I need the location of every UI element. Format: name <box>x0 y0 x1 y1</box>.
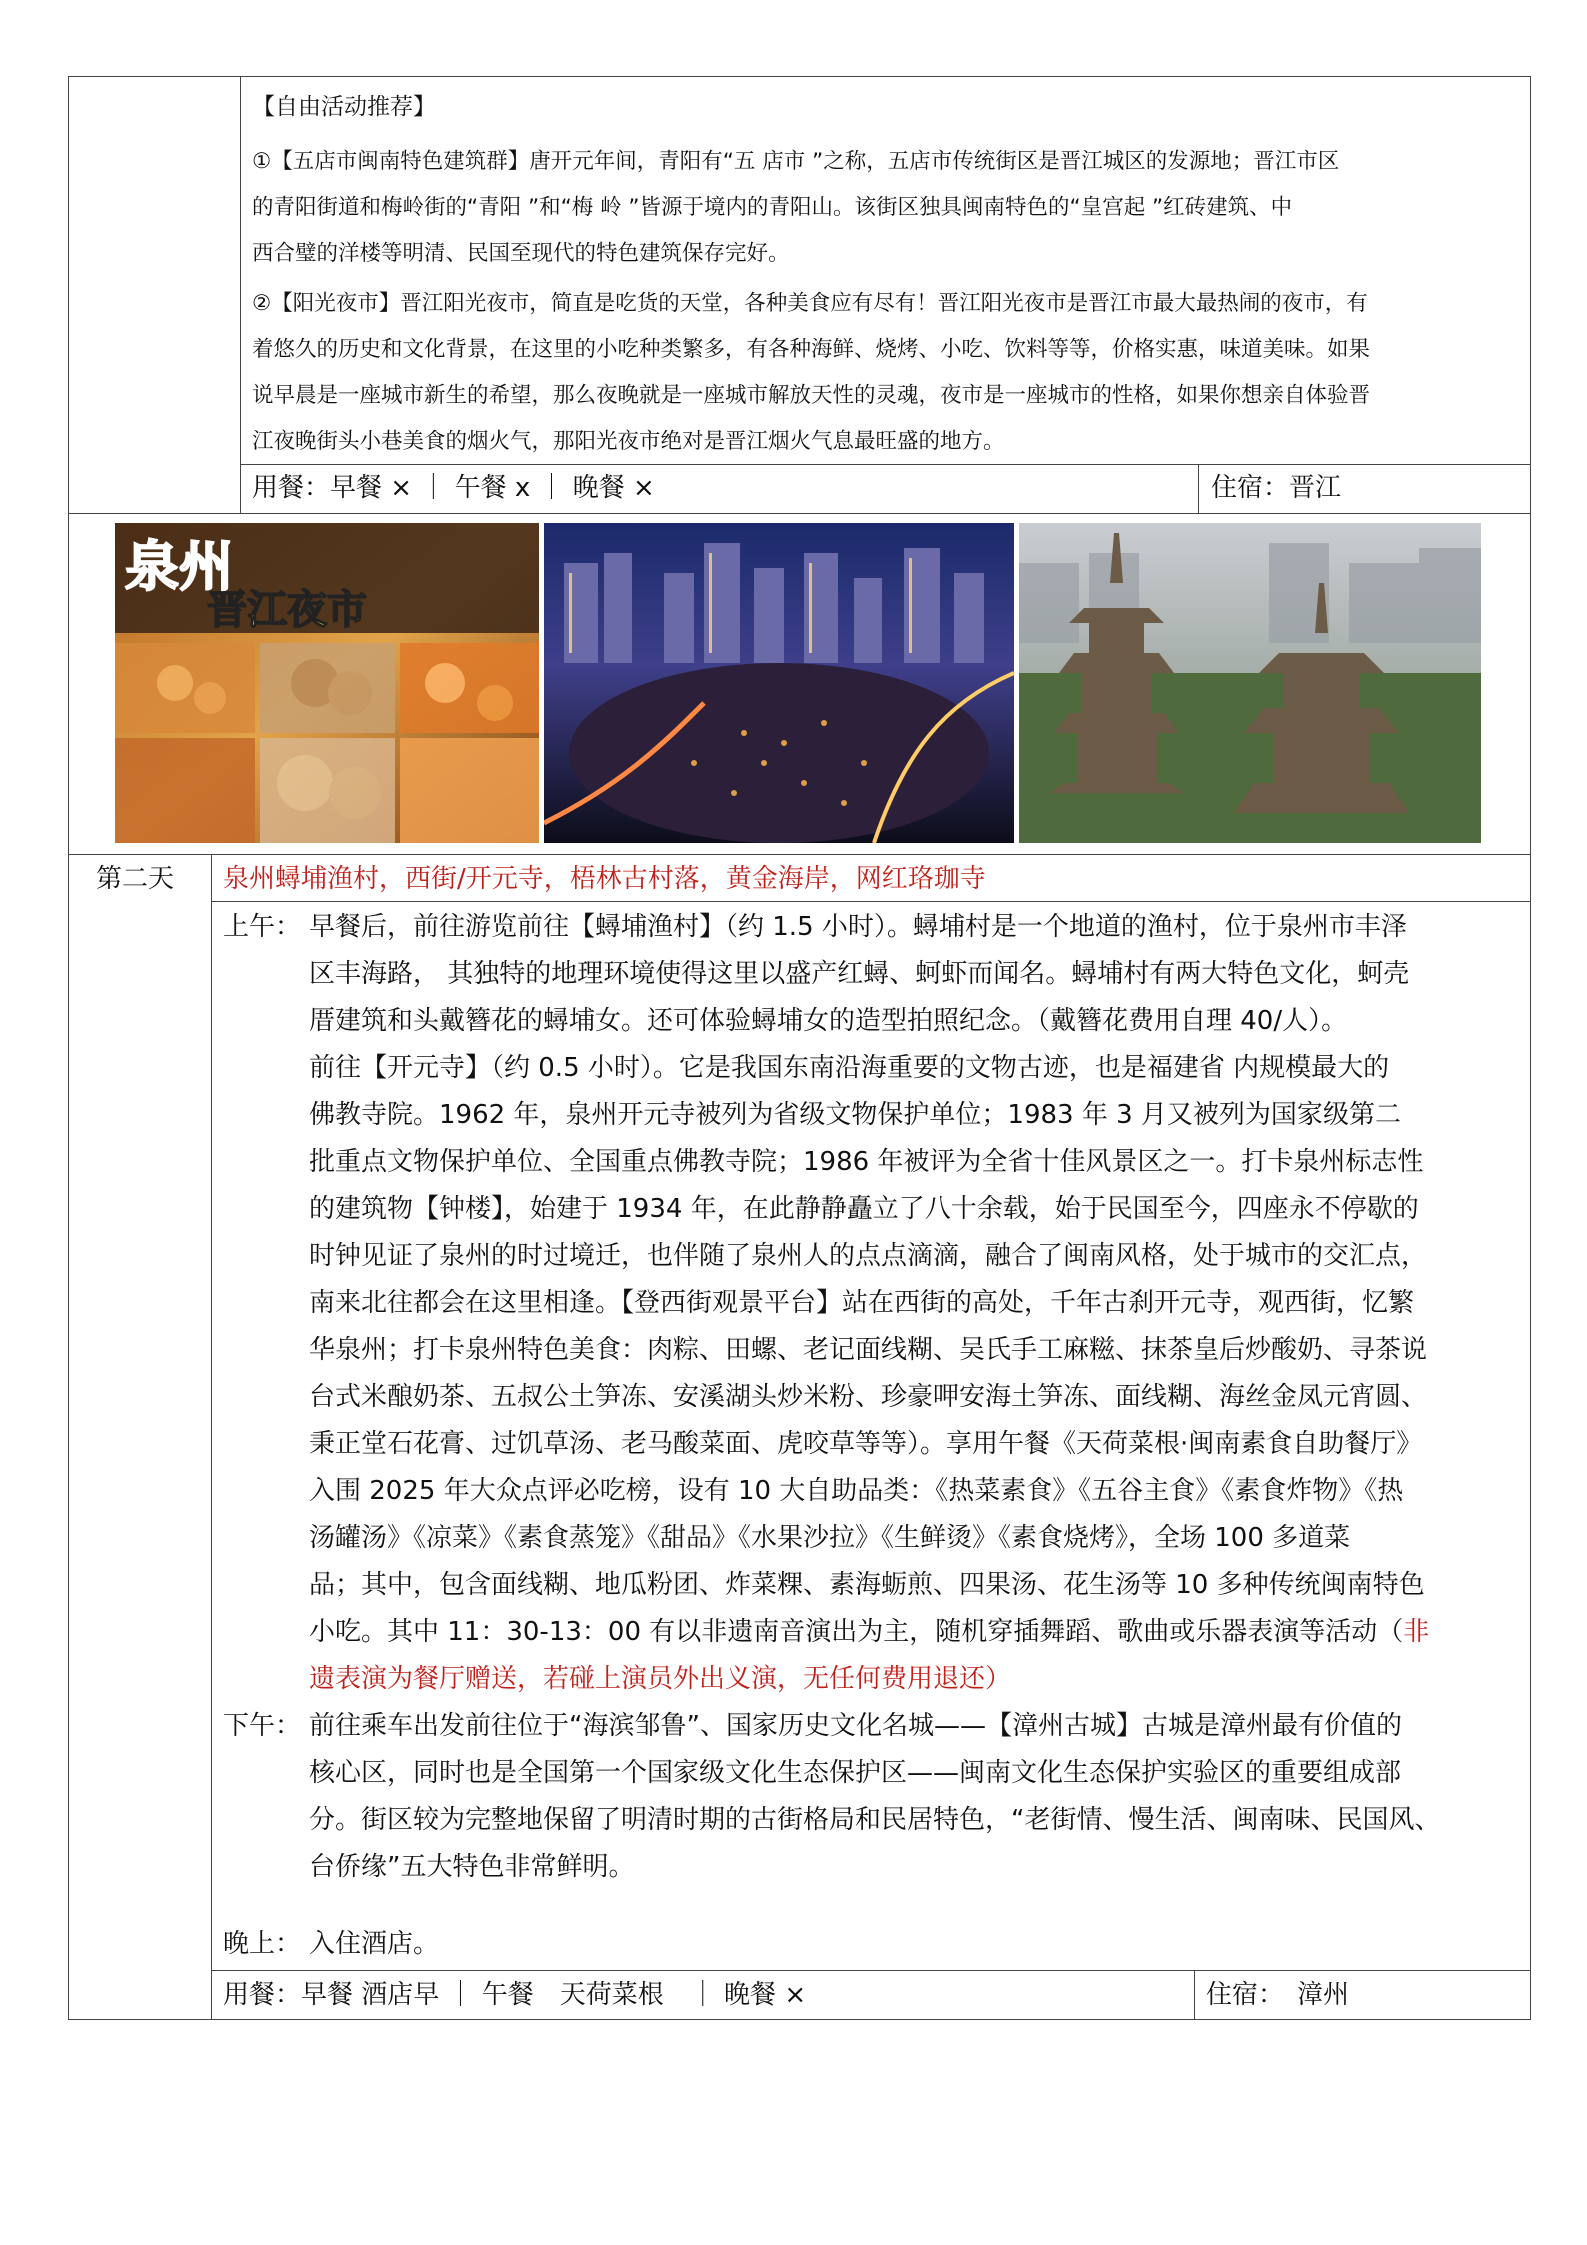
item2-line: 江夜晚街头小巷美食的烟火气，那阳光夜市绝对是晋江烟火气息最旺盛的地方。 <box>252 429 1005 454</box>
free-activity-title: 【自由活动推荐】 <box>252 94 436 120</box>
morning-line: 秉正堂石花膏、过饥草汤、老马酸菜面、虎咬草等等）。享用午餐《天荷菜根·闽南素食自助餐厅》 <box>309 1429 1423 1459</box>
day2-title: 泉州蟳埔渔村，西街/开元寺，梧林古村落，黄金海岸，网红珞珈寺 <box>223 864 986 894</box>
morning-line: 区丰海路， 其独特的地理环境使得这里以盛产红蟳、蚵虾而闻名。蟳埔村有两大特色文化，蚵壳 <box>309 959 1410 989</box>
evening-text: 入住酒店。 <box>309 1929 440 1959</box>
item1-line: 西合璧的洋楼等明清、民国至现代的特色建筑保存完好。 <box>252 241 790 266</box>
night-market-label1: 泉州 <box>125 535 233 598</box>
night-market-label2: 晋江夜市 <box>207 587 367 633</box>
performance-note-red-line: 遗表演为餐厅赠送，若碰上演员外出义演，无任何费用退还） <box>309 1664 1012 1694</box>
item1-line: 的青阳街道和梅岭街的“青阳 ”和“梅 岭 ”皆源于境内的青阳山。该街区独具闽南特色的“皇宫起 ”红砖建筑、中 <box>252 195 1293 220</box>
city-night-photo <box>544 523 1014 843</box>
pagoda-photo <box>1019 523 1481 843</box>
morning-line: 入围 2025 年大众点评必吃榜，设有 10 大自助品类：《热菜素食》《五谷主食》《素食炸物》《热 <box>309 1476 1404 1506</box>
morning-line: 时钟见证了泉州的时过境迁，也伴随了泉州人的点点滴滴，融合了闽南风格，处于城市的交汇点， <box>309 1241 1428 1271</box>
day1-label-divider <box>240 76 241 514</box>
afternoon-section <box>309 1703 1524 1891</box>
day1-meals: 用餐：早餐 × ｜ 午餐 x ｜ 晚餐 × <box>252 473 655 503</box>
day2-meals-divider <box>211 1970 1531 1971</box>
morning-label: 上午： <box>223 912 302 942</box>
day2-lodging: 住宿： 漳州 <box>1206 1980 1350 2010</box>
free-activity-item1 <box>252 139 1522 277</box>
morning-line: 前往【开元寺】（约 0.5 小时）。它是我国东南沿海重要的文物古迹，也是福建省 内规模最大的 <box>309 1053 1390 1083</box>
day2-label-divider <box>211 854 212 2020</box>
morning-line: 佛教寺院。1962 年，泉州开元寺被列为省级文物保护单位；1983 年 3 月又被列为国家级第二 <box>309 1100 1401 1130</box>
performance-note: 小吃。其中 11：30-13：00 有以非遗南音演出为主，随机穿插舞蹈、歌曲或乐器表演等活动（ <box>309 1617 1404 1647</box>
day1-lodging: 住宿：晋江 <box>1211 473 1342 503</box>
item2-line: 说早晨是一座城市新生的希望，那么夜晚就是一座城市解放天性的灵魂，夜市是一座城市的性格，如果你想亲自体验晋 <box>252 383 1371 408</box>
day2-label: 第二天 <box>96 864 175 894</box>
afternoon-line: 前往乘车出发前往位于“海滨邹鲁”、国家历史文化名城——【漳州古城】古城是漳州最有价值的 <box>309 1711 1402 1741</box>
morning-line: 早餐后，前往游览前往【蟳埔渔村】（约 1.5 小时）。蟳埔村是一个地道的渔村，位于泉州市丰泽 <box>309 912 1407 942</box>
day2-lodging-divider <box>1194 1970 1195 2020</box>
morning-line <box>309 1609 1524 1656</box>
item2-line: 着悠久的历史和文化背景，在这里的小吃种类繁多，有各种海鲜、烧烤、小吃、饮料等等，价格实惠，味道美味。如果 <box>252 337 1371 362</box>
afternoon-line: 分。街区较为完整地保留了明清时期的古街格局和民居特色，“老街情、慢生活、闽南味、民国风、 <box>309 1805 1441 1835</box>
afternoon-line: 台侨缘”五大特色非常鲜明。 <box>309 1852 635 1882</box>
morning-line: 品；其中，包含面线糊、地瓜粉团、炸菜粿、素海蛎煎、四果汤、花生汤等 10 多种传统闽南特色 <box>309 1570 1425 1600</box>
day2-meals: 用餐：早餐 酒店早 ｜ 午餐 天荷菜根 ｜ 晚餐 × <box>223 1980 807 2010</box>
morning-section <box>309 904 1524 1703</box>
evening-label: 晚上： <box>223 1929 302 1959</box>
item1-line: ①【五店市闽南特色建筑群】唐开元年间，青阳有“五 店市 ”之称，五店市传统街区是晋江城区的发源地；晋江市区 <box>252 149 1340 174</box>
morning-line: 华泉州；打卡泉州特色美食：肉粽、田螺、老记面线糊、吴氏手工麻糍、抹茶皇后炒酸奶、寻茶说 <box>309 1335 1428 1365</box>
night-market-photo <box>115 523 539 843</box>
afternoon-label: 下午： <box>223 1711 302 1741</box>
morning-line: 汤罐汤》《凉菜》《素食蒸笼》《甜品》《水果沙拉》《生鲜烫》《素食烧烤》，全场 100 多道菜 <box>309 1523 1351 1553</box>
free-activity-item2 <box>252 281 1522 465</box>
morning-line: 厝建筑和头戴簪花的蟳埔女。还可体验蟳埔女的造型拍照纪念。（戴簪花费用自理 40/人）。 <box>309 1006 1348 1036</box>
morning-line: 的建筑物【钟楼】，始建于 1934 年，在此静静矗立了八十余载，始于民国至今，四座永不停歇的 <box>309 1194 1419 1224</box>
day1-lodging-divider <box>1198 464 1199 514</box>
morning-line: 南来北往都会在这里相逢。【登西街观景平台】站在西街的高处，千年古刹开元寺，观西街，忆繁 <box>309 1288 1415 1318</box>
morning-line: 批重点文物保护单位、全国重点佛教寺院；1986 年被评为全省十佳风景区之一。打卡泉州标志性 <box>309 1147 1424 1177</box>
morning-line: 台式米酿奶茶、五叔公土笋冻、安溪湖头炒米粉、珍豪呷安海土笋冻、面线糊、海丝金凤元宵圆、 <box>309 1382 1428 1412</box>
performance-note-red: 非 <box>1403 1617 1430 1647</box>
afternoon-line: 核心区，同时也是全国第一个国家级文化生态保护区——闽南文化生态保护实验区的重要组成部 <box>309 1758 1402 1788</box>
item2-line: ②【阳光夜市】晋江阳光夜市，简直是吃货的天堂，各种美食应有尽有！晋江阳光夜市是晋江市最大最热闹的夜市，有 <box>252 291 1368 316</box>
